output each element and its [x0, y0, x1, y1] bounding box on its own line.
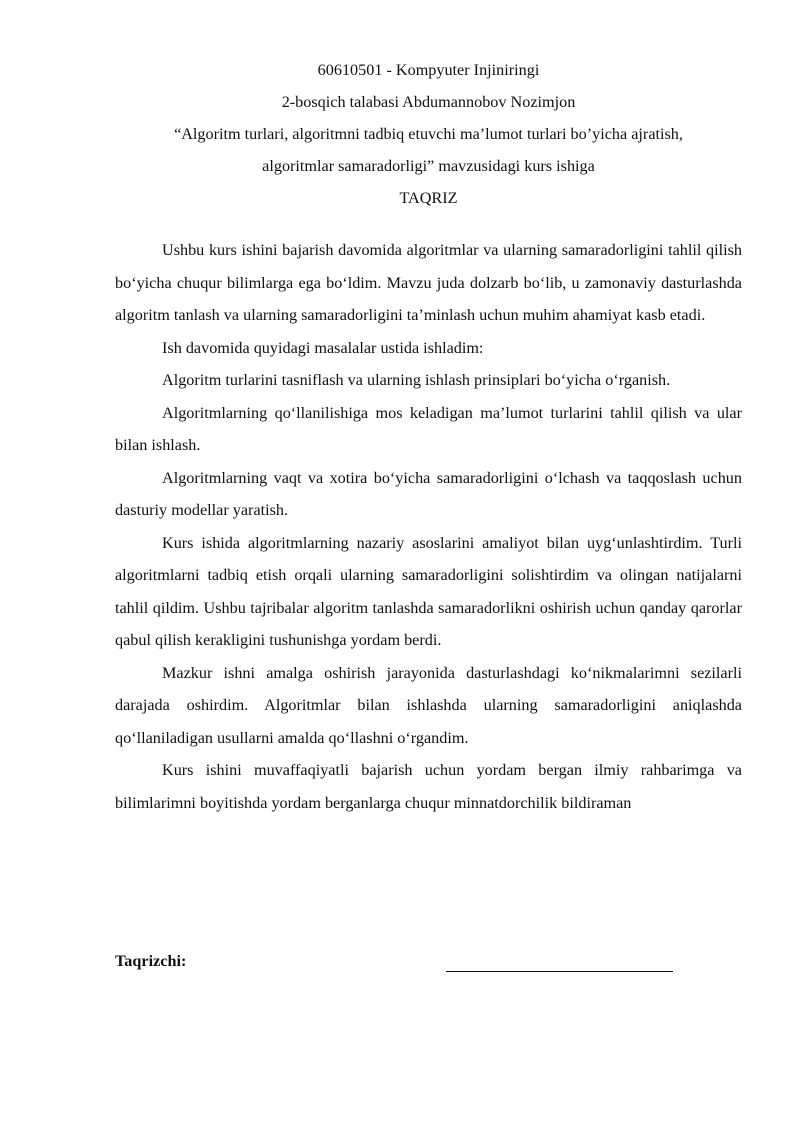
paragraph-task-3: Algoritmlarning vaqt va xotira bo‘yicha samaradorligini o‘lchash va taqqoslash uchun dasturiy modellar yaratish. — [115, 468, 742, 519]
signature-line — [446, 971, 673, 972]
paragraph-task-2: Algoritmlarning qo‘llanilishiga mos keladigan ma’lumot turlarini tahlil qilish va ular bilan ishlash. — [115, 403, 742, 454]
document-page — [115, 54, 742, 819]
student-line: 2-bosqich talabasi Abdumannobov Nozimjon — [281, 93, 576, 111]
paragraph-tasks-heading: Ish davomida quyidagi masalalar ustida ishladim: — [162, 338, 484, 357]
signature-block — [115, 952, 742, 980]
review-body — [115, 234, 742, 819]
topic-line-1: “Algoritm turlari, algoritmni tadbiq etuvchi ma’lumot turlari bo’yicha ajratish, — [174, 125, 683, 143]
program-title: 60610501 - Kompyuter Injiniringi — [317, 61, 540, 79]
topic-line-2: algoritmlar samaradorligi” mavzusidagi kurs ishiga — [262, 157, 595, 175]
paragraph-task-1: Algoritm turlarini tasniflash va ularning ishlash prinsiplari bo‘yicha o‘rganish. — [162, 371, 671, 389]
reviewer-label: Taqrizchi: — [115, 952, 187, 970]
document-type-title: TAQRIZ — [399, 189, 458, 207]
paragraph-gratitude: Kurs ishini muvaffaqiyatli bajarish uchun yordam bergan ilmiy rahbarimga va bilimlarimni boyitishda yordam berganlarga chuqur minnatdorchilik bildiraman — [115, 761, 742, 812]
document-header — [115, 54, 742, 214]
paragraph-skills: Mazkur ishni amalga oshirish jarayonida dasturlashdagi ko‘nikmalarimni sezilarli darajada oshirdim. Algoritmlar bilan ishlashda ularning samaradorligini aniqlashda qo‘llaniladigan usullarni amalda qo‘llashni o‘rgandim. — [115, 663, 742, 747]
paragraph-intro: Ushbu kurs ishini bajarish davomida algoritmlar va ularning samaradorligini tahlil qilish bo‘yicha chuqur bilimlarga ega bo‘ldim. Mavzu juda dolzarb bo‘lib, u zamonaviy dasturlashda algoritm tanlash va ularning samaradorligini ta’minlash uchun muhim ahamiyat kasb etadi. — [115, 241, 742, 324]
paragraph-practice: Kurs ishida algoritmlarning nazariy asoslarini amaliyot bilan uyg‘unlashtirdim. Turli algoritmlarni tadbiq etish orqali ularning samaradorligini solishtirdim va olingan natijalarni tahlil qildim. Ushbu tajribalar algoritm tanlashda samaradorlikni oshirish uchun qanday qarorlar qabul qilish kerakligini tushunishga yordam berdi. — [115, 533, 742, 649]
